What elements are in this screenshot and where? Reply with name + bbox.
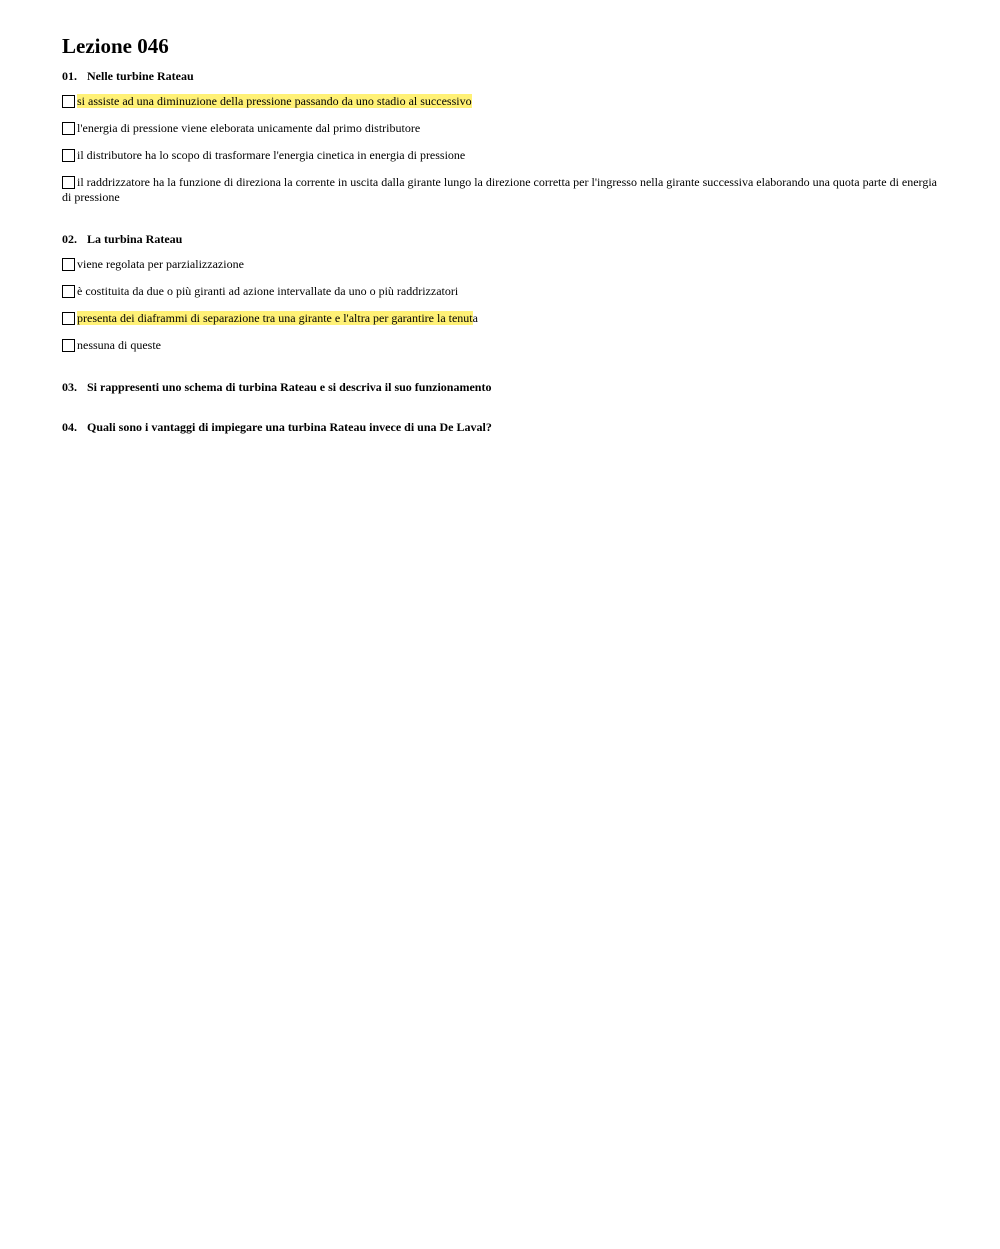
answer-option <box>62 311 937 326</box>
question-text: Nelle turbine Rateau <box>87 69 194 83</box>
answer-checkbox[interactable] <box>62 285 75 298</box>
answer-text: è costituita da due o più giranti ad azione intervallate da uno o più raddrizzatori <box>77 284 459 298</box>
question-03 <box>62 379 937 395</box>
question-01 <box>62 68 937 205</box>
question-02 <box>62 231 937 353</box>
highlighted-answer-text: si assiste ad una diminuzione della pressione passando da uno stadio al successivo <box>77 94 472 108</box>
question-number: 04. <box>62 420 77 434</box>
highlighted-answer-text: presenta dei diaframmi di separazione tra una girante e l'altra per garantire la tenut <box>77 311 473 325</box>
question-number: 03. <box>62 380 77 394</box>
question-number: 01. <box>62 69 77 83</box>
question-text: Si rappresenti uno schema di turbina Rateau e si descriva il suo funzionamento <box>87 380 492 394</box>
answer-checkbox[interactable] <box>62 312 75 325</box>
question-header <box>62 419 937 435</box>
answer-option <box>62 338 937 353</box>
answer-option <box>62 121 937 136</box>
answer-text: il distributore ha lo scopo di trasformare l'energia cinetica in energia di pressione <box>77 148 466 162</box>
document-page <box>62 33 937 445</box>
answer-option <box>62 284 937 299</box>
answer-text: il raddrizzatore ha la funzione di direziona la corrente in uscita dalla girante lungo la direzione corretta per l'ingresso nella girante successiva elaborando una quota parte di energia di pressione <box>62 175 937 204</box>
question-header <box>62 231 937 247</box>
question-header <box>62 379 937 395</box>
answer-text: nessuna di queste <box>77 338 161 352</box>
answer-checkbox[interactable] <box>62 176 75 189</box>
answer-option <box>62 175 937 205</box>
answer-option <box>62 94 937 109</box>
answer-checkbox[interactable] <box>62 122 75 135</box>
answer-text: l'energia di pressione viene eleborata unicamente dal primo distributore <box>77 121 421 135</box>
answer-option <box>62 257 937 272</box>
question-number: 02. <box>62 232 77 246</box>
answer-text: a <box>472 311 478 325</box>
lesson-title: Lezione 046 <box>62 34 169 58</box>
question-text: Quali sono i vantaggi di impiegare una turbina Rateau invece di una De Laval? <box>87 420 492 434</box>
question-header <box>62 68 937 84</box>
answer-checkbox[interactable] <box>62 258 75 271</box>
answer-checkbox[interactable] <box>62 149 75 162</box>
question-text: La turbina Rateau <box>87 232 183 246</box>
answer-checkbox[interactable] <box>62 95 75 108</box>
question-04 <box>62 419 937 435</box>
answer-checkbox[interactable] <box>62 339 75 352</box>
answer-option <box>62 148 937 163</box>
answer-text: viene regolata per parzializzazione <box>77 257 244 271</box>
